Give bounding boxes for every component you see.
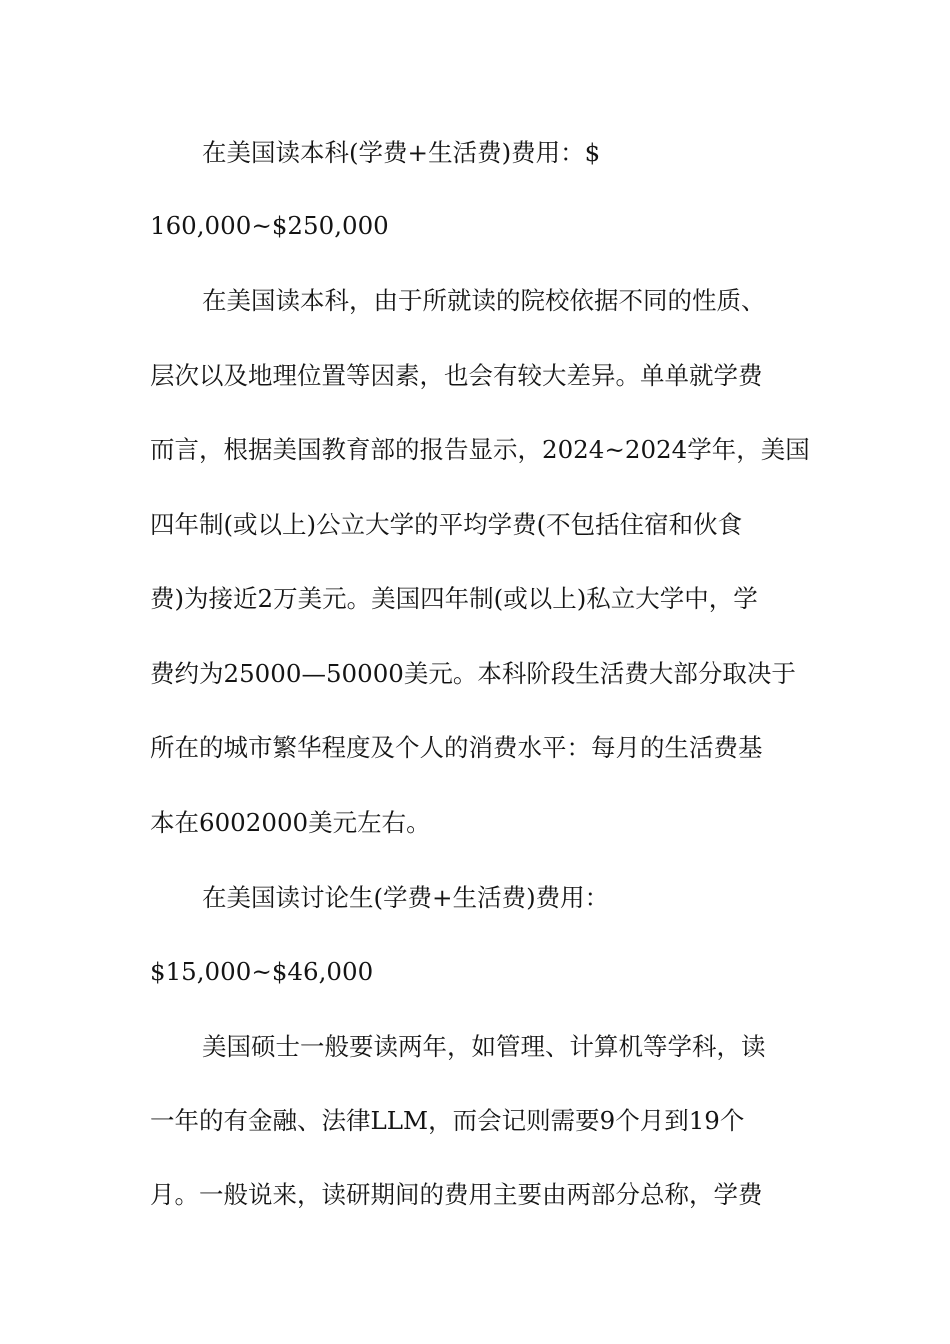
text-line: 在美国读本科，由于所就读的院校依据不同的性质、 (202, 286, 766, 315)
text-line: 美国硕士一般要读两年，如管理、计算机等学科，读 (202, 1032, 766, 1061)
text-line: 四年制(或以上)公立大学的平均学费(不包括住宿和伙食 (150, 510, 743, 539)
text-line: 费约为25000—50000美元。本科阶段生活费大部分取决于 (150, 659, 796, 688)
text-line: 层次以及地理位置等因素，也会有较大差异。单单就学费 (150, 361, 763, 390)
text-line: 费)为接近2万美元。美国四年制(或以上)私立大学中，学 (150, 584, 758, 613)
text-line: 本在6002000美元左右。 (150, 808, 431, 837)
text-line: $15,000~$46,000 (150, 957, 374, 986)
text-line: 月。一般说来，读研期间的费用主要由两部分总称，学费 (150, 1180, 763, 1209)
text-line: 160,000~$250,000 (150, 211, 389, 240)
text-line: 而言，根据美国教育部的报告显示，2024~2024学年，美国 (150, 435, 810, 464)
text-line: 在美国读讨论生(学费+生活费)费用： (202, 883, 610, 912)
text-line: 一年的有金融、法律LLM，而会记则需要9个月到19个 (150, 1106, 745, 1135)
text-line: 所在的城市繁华程度及个人的消费水平：每月的生活费基 (150, 733, 763, 762)
text-line: 在美国读本科(学费+生活费)费用：$ (202, 138, 601, 167)
